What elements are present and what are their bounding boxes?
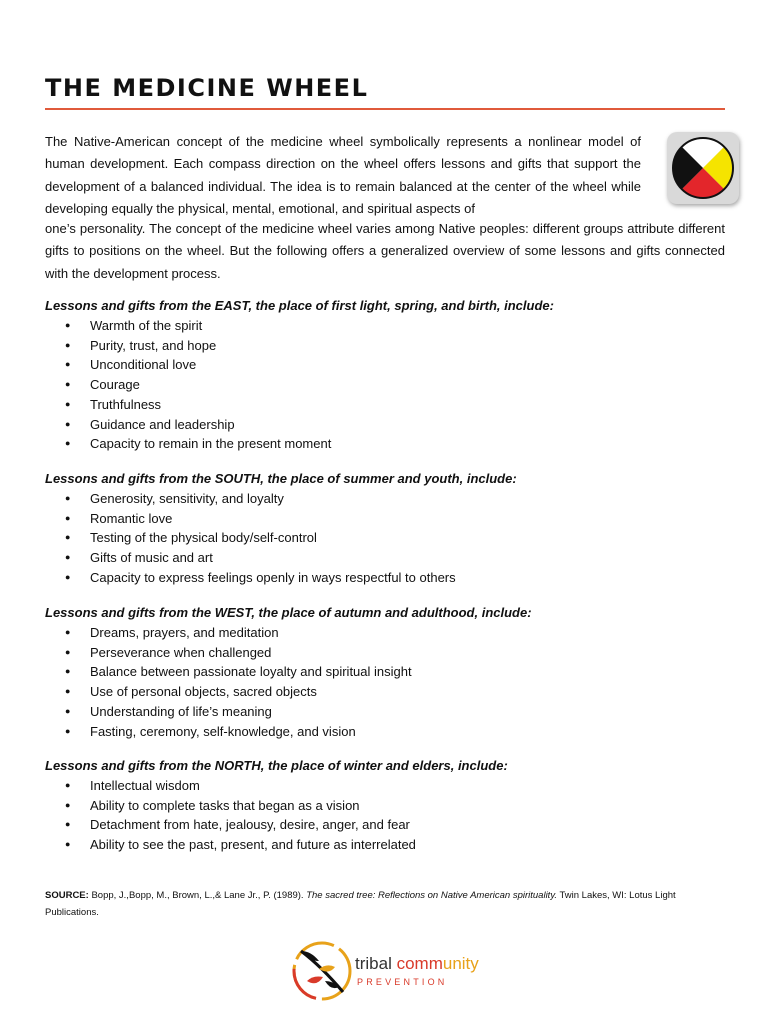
bullet-icon: ● <box>65 799 71 810</box>
list-item: ● Perseverance when challenged <box>45 643 725 663</box>
bullet-icon: ● <box>65 379 71 390</box>
page-title: THE MEDICINE WHEEL <box>45 74 369 102</box>
list-item: ● Guidance and leadership <box>45 415 725 435</box>
feather-wheel-logo-icon <box>289 937 355 1003</box>
bullet-icon: ● <box>65 627 71 637</box>
bullet-icon: ● <box>65 686 71 697</box>
list-item: ● Intellectual wisdom <box>45 776 725 796</box>
list-item: ● Truthfulness <box>45 395 725 415</box>
bullet-icon: ● <box>65 532 71 543</box>
list-item: ● Testing of the physical body/self-control <box>45 528 725 548</box>
gift-list <box>45 623 725 741</box>
section-heading: Lessons and gifts from the NORTH, the place of winter and elders, include: <box>45 758 508 773</box>
list-item: ● Purity, trust, and hope <box>45 336 725 356</box>
bullet-icon: ● <box>65 725 71 736</box>
bullet-icon: ● <box>65 666 71 677</box>
list-item: ● Balance between passionate loyalty and spiritual insight <box>45 662 725 682</box>
section-east <box>45 296 725 454</box>
bullet-icon: ● <box>65 512 71 523</box>
section-heading: Lessons and gifts from the SOUTH, the place of summer and youth, include: <box>45 471 517 486</box>
intro-paragraph: The Native-American concept of the medicine wheel symbolically represents a nonlinear model of human development. Each compass direction on the wheel offers lessons and gifts that support the development of a balanced individual. The idea is to remain balanced at the center of the wheel while developing equally the physical, mental, emotional, and spiritual aspects of <box>45 134 641 217</box>
source-publisher: Twin Lakes, WI: Lotus Light Publications. <box>45 890 676 918</box>
bullet-icon: ● <box>65 780 71 790</box>
section-heading: Lessons and gifts from the EAST, the place of first light, spring, and birth, include: <box>45 298 554 313</box>
source-citation <box>45 887 725 921</box>
source-label: SOURCE: <box>45 890 89 901</box>
list-item: ● Capacity to remain in the present moment <box>45 434 725 454</box>
title-divider <box>45 108 725 110</box>
bullet-icon: ● <box>65 418 71 429</box>
list-item: ● Ability to see the past, present, and future as interrelated <box>45 835 725 855</box>
source-book-title: The sacred tree: Reflections on Native American spirituality. <box>306 890 558 901</box>
gift-list <box>45 489 725 588</box>
section-south <box>45 469 725 588</box>
medicine-wheel-graphic <box>667 132 739 204</box>
source-authors: Bopp, J.,Bopp, M., Brown, L.,& Lane Jr., P. (1989). <box>88 890 307 901</box>
list-item: ● Warmth of the spirit <box>45 316 725 336</box>
bullet-icon: ● <box>65 552 71 563</box>
bullet-icon: ● <box>65 839 71 850</box>
tribal-community-prevention-logo <box>289 937 489 1015</box>
section-west <box>45 603 725 741</box>
bullet-icon: ● <box>65 359 71 370</box>
medicine-wheel-icon <box>667 132 739 204</box>
list-item: ● Use of personal objects, sacred objects <box>45 682 725 702</box>
list-item: ● Fasting, ceremony, self-knowledge, and vision <box>45 722 725 742</box>
list-item: ● Courage <box>45 375 725 395</box>
list-item: ● Capacity to express feelings openly in ways respectful to others <box>45 568 725 588</box>
list-item: ● Dreams, prayers, and meditation <box>45 623 725 643</box>
logo-subtitle: PREVENTION <box>357 977 448 987</box>
list-item: ● Detachment from hate, jealousy, desire, anger, and fear <box>45 815 725 835</box>
bullet-icon: ● <box>65 819 71 830</box>
bullet-icon: ● <box>65 320 71 330</box>
section-north <box>45 756 725 855</box>
bullet-icon: ● <box>65 493 71 503</box>
list-item: ● Unconditional love <box>45 355 725 375</box>
bullet-icon: ● <box>65 646 71 657</box>
list-item: ● Ability to complete tasks that began as a vision <box>45 796 725 816</box>
section-heading: Lessons and gifts from the WEST, the place of autumn and adulthood, include: <box>45 605 532 620</box>
bullet-icon: ● <box>65 571 71 582</box>
bullet-icon: ● <box>65 339 71 350</box>
list-item: ● Generosity, sensitivity, and loyalty <box>45 489 725 509</box>
bullet-icon: ● <box>65 398 71 409</box>
bullet-icon: ● <box>65 438 71 449</box>
intro-paragraph-continued: one’s personality. The concept of the medicine wheel varies among Native peoples: different groups attribute different gifts to positions on the wheel. But the following offers a generalized overview of some lessons and gifts connected with the development process. <box>45 221 725 281</box>
logo-wordmark: tribal community <box>355 954 479 973</box>
list-item: ● Understanding of life’s meaning <box>45 702 725 722</box>
list-item: ● Gifts of music and art <box>45 548 725 568</box>
bullet-icon: ● <box>65 705 71 716</box>
list-item: ● Romantic love <box>45 509 725 529</box>
gift-list <box>45 316 725 454</box>
gift-list <box>45 776 725 855</box>
